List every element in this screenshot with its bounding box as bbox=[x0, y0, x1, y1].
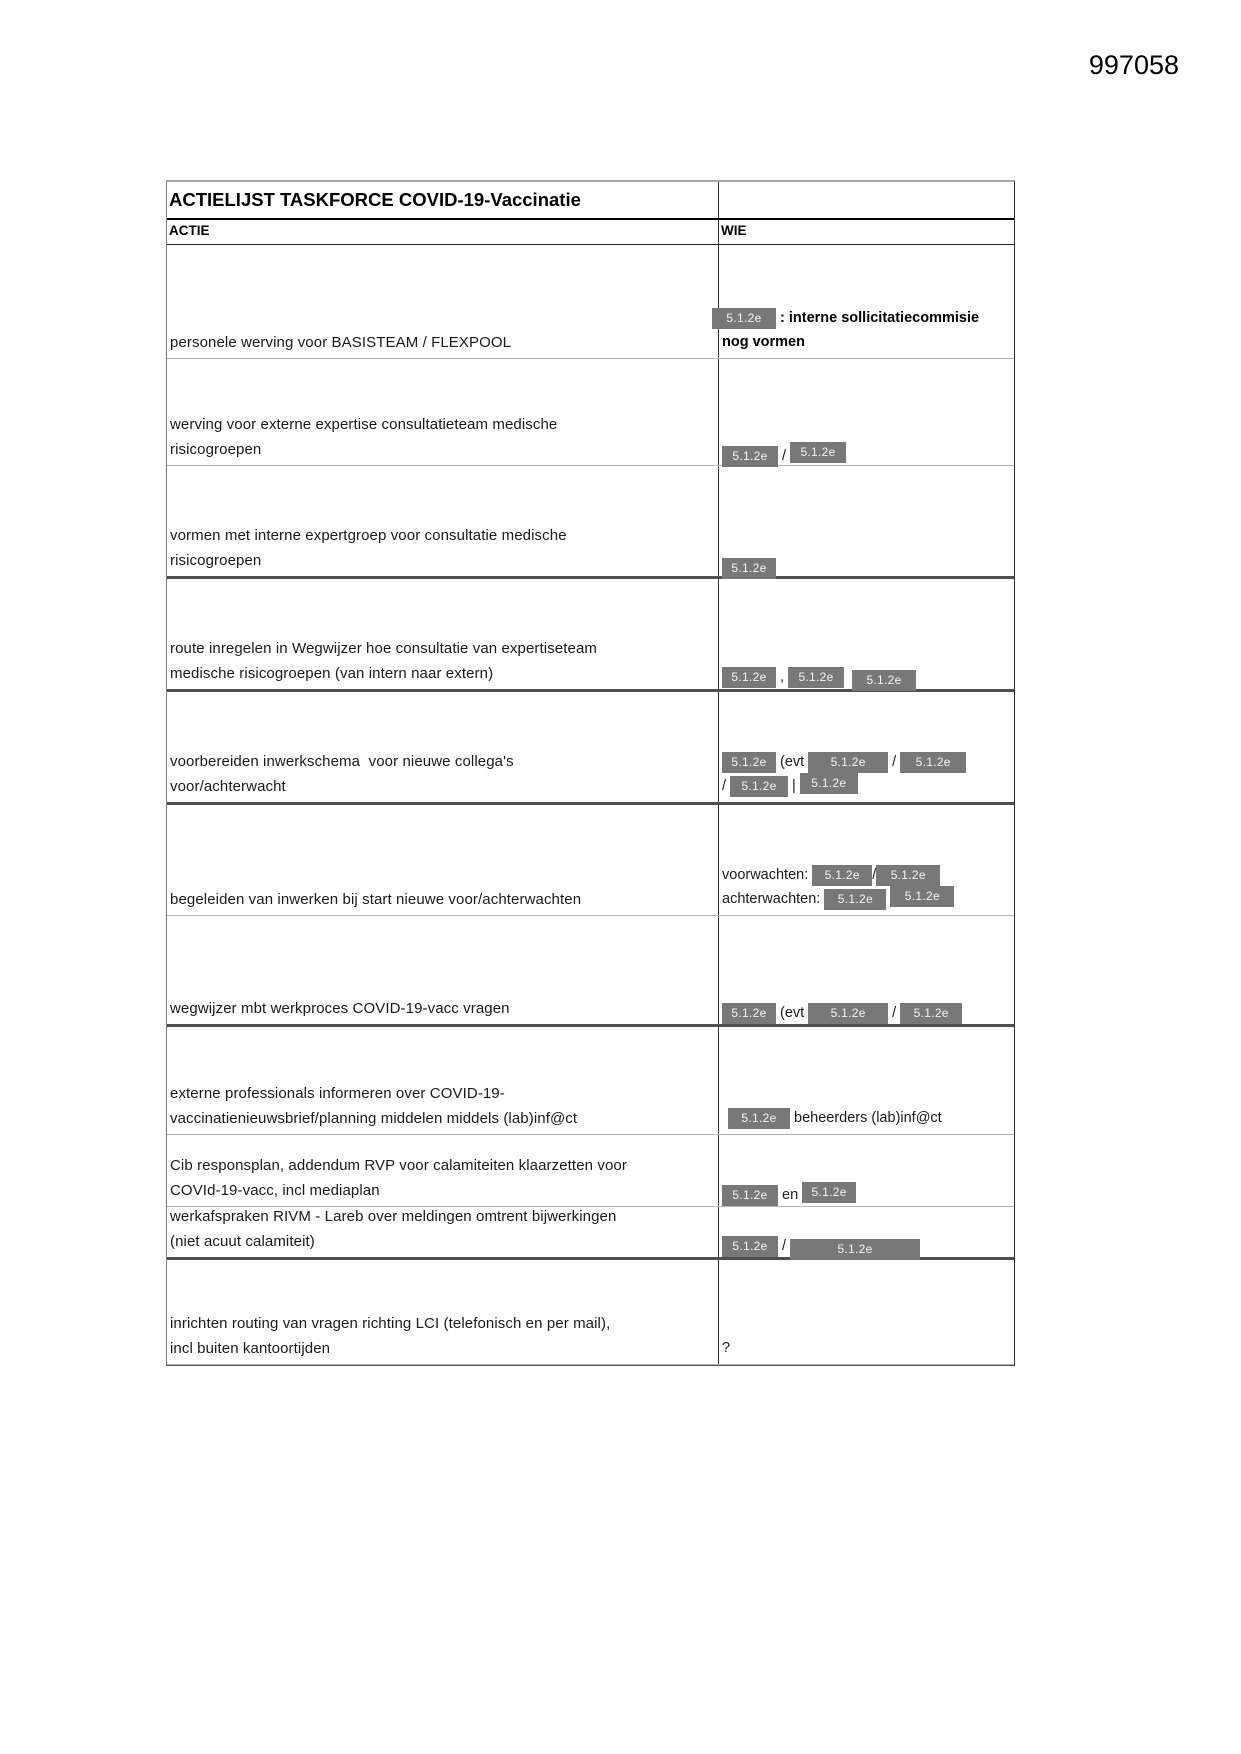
actie-cell bbox=[167, 1027, 718, 1134]
column-header-wie-cell bbox=[718, 220, 1014, 244]
wie-text-line bbox=[722, 1106, 1012, 1130]
table-row bbox=[167, 1260, 1014, 1365]
actie-cell bbox=[167, 692, 718, 802]
column-header-actie-cell bbox=[167, 220, 718, 244]
actie-text-line: route inregelen in Wegwijzer hoe consultatie van expertiseteam bbox=[170, 640, 597, 657]
table-row bbox=[167, 1207, 1014, 1260]
wie-text-line bbox=[722, 330, 1012, 354]
table-title: ACTIELIJST TASKFORCE COVID-19-Vaccinatie bbox=[169, 189, 581, 210]
redaction-box: 5.1.2e bbox=[812, 865, 872, 886]
wie-text-line bbox=[722, 665, 1012, 689]
actie-cell bbox=[167, 1260, 718, 1364]
wie-text-line bbox=[722, 774, 1012, 798]
wie-text: / bbox=[892, 1005, 897, 1021]
column-header-actie: ACTIE bbox=[169, 223, 210, 238]
wie-cell bbox=[718, 916, 1014, 1024]
actie-text-line: COVId-19-vacc, incl mediaplan bbox=[170, 1182, 380, 1199]
wie-text-line bbox=[722, 863, 1012, 887]
actie-text-line: vormen met interne expertgroep voor consultatie medische bbox=[170, 527, 567, 544]
redaction-box: 5.1.2e bbox=[852, 670, 916, 691]
wie-text-line bbox=[722, 444, 1012, 468]
table-row bbox=[167, 466, 1014, 579]
actie-text-line: voorbereiden inwerkschema voor nieuwe collega's bbox=[170, 753, 514, 770]
redaction-box: 5.1.2e bbox=[730, 776, 788, 797]
actie-text-line: risicogroepen bbox=[170, 552, 262, 569]
column-header-wie: WIE bbox=[721, 223, 747, 238]
actie-text-line: wegwijzer mbt werkproces COVID-19-vacc vragen bbox=[170, 1000, 510, 1017]
actielijst-table bbox=[166, 180, 1015, 1366]
actie-cell bbox=[167, 466, 718, 576]
actie-cell bbox=[167, 805, 718, 915]
actie-text-line: externe professionals informeren over COVID-19- bbox=[170, 1085, 505, 1102]
wie-text-line bbox=[722, 887, 1012, 911]
wie-text: (evt bbox=[780, 754, 805, 770]
wie-cell bbox=[718, 466, 1014, 576]
wie-text: | bbox=[792, 778, 796, 794]
wie-cell bbox=[718, 359, 1014, 465]
wie-cell bbox=[718, 1027, 1014, 1134]
actie-text-line: (niet acuut calamiteit) bbox=[170, 1233, 315, 1250]
wie-text: nog vormen bbox=[722, 334, 805, 350]
table-body bbox=[167, 245, 1014, 1365]
table-title-row bbox=[167, 182, 1014, 220]
redaction-box: 5.1.2e bbox=[808, 1003, 888, 1024]
wie-text: , bbox=[780, 669, 785, 685]
wie-text-line bbox=[722, 1234, 1012, 1258]
redaction-box: 5.1.2e bbox=[802, 1182, 856, 1203]
table-row bbox=[167, 579, 1014, 692]
actie-text-line: Cib responsplan, addendum RVP voor calamiteiten klaarzetten voor bbox=[170, 1157, 627, 1174]
wie-cell bbox=[718, 692, 1014, 802]
actie-text-line: werving voor externe expertise consultatieteam medische bbox=[170, 416, 558, 433]
wie-cell bbox=[718, 245, 1014, 358]
page-number: 997058 bbox=[1088, 50, 1179, 80]
actie-text-line: begeleiden van inwerken bij start nieuwe voor/achterwachten bbox=[170, 891, 582, 908]
redaction-box: 5.1.2e bbox=[800, 773, 858, 794]
actie-text-line: personele werving voor BASISTEAM / FLEXPOOL bbox=[170, 334, 512, 351]
redaction-box: 5.1.2e bbox=[722, 446, 778, 467]
table-row bbox=[167, 359, 1014, 466]
wie-cell bbox=[718, 1207, 1014, 1257]
wie-text: / bbox=[782, 448, 787, 464]
wie-text: achterwachten: bbox=[722, 891, 821, 907]
wie-text-line bbox=[722, 306, 1012, 330]
table-row bbox=[167, 1135, 1014, 1207]
wie-text: (evt bbox=[780, 1005, 805, 1021]
actie-text-line: werkafspraken RIVM - Lareb over meldingen omtrent bijwerkingen bbox=[170, 1208, 617, 1225]
table-row bbox=[167, 805, 1014, 916]
wie-text-line bbox=[722, 556, 1012, 580]
redaction-box: 5.1.2e bbox=[876, 865, 940, 886]
actie-text-line: incl buiten kantoortijden bbox=[170, 1340, 331, 1357]
actie-text-line: voor/achterwacht bbox=[170, 778, 286, 795]
wie-text: voorwachten: bbox=[722, 867, 809, 883]
actie-text-line: vaccinatienieuwsbrief/planning middelen middels (lab)inf@ct bbox=[170, 1110, 578, 1127]
actie-cell bbox=[167, 916, 718, 1024]
wie-text-line bbox=[722, 1183, 1012, 1207]
redaction-box: 5.1.2e bbox=[824, 889, 886, 910]
redaction-box: 5.1.2e bbox=[788, 667, 844, 688]
redaction-box: 5.1.2e bbox=[722, 558, 776, 579]
redaction-box: 5.1.2e bbox=[722, 1236, 778, 1257]
wie-cell bbox=[718, 805, 1014, 915]
actie-cell bbox=[167, 1207, 718, 1257]
table-title-empty-cell bbox=[718, 182, 1014, 218]
table-row bbox=[167, 1027, 1014, 1135]
wie-text-line bbox=[722, 750, 1012, 774]
redaction-box: 5.1.2e bbox=[900, 752, 966, 773]
redaction-box: 5.1.2e bbox=[790, 1239, 920, 1260]
redaction-box: 5.1.2e bbox=[722, 1003, 776, 1024]
redaction-box: 5.1.2e bbox=[722, 667, 776, 688]
actie-cell bbox=[167, 245, 718, 358]
wie-text: en bbox=[782, 1187, 799, 1203]
wie-cell bbox=[718, 1260, 1014, 1364]
redaction-box: 5.1.2e bbox=[728, 1108, 790, 1129]
actie-text-line: inrichten routing van vragen richting LCI (telefonisch en per mail), bbox=[170, 1315, 611, 1332]
redaction-box: 5.1.2e bbox=[790, 442, 846, 463]
redaction-box: 5.1.2e bbox=[808, 752, 888, 773]
wie-text: : interne sollicitatiecommisie bbox=[780, 310, 980, 326]
wie-text: beheerders (lab)inf@ct bbox=[794, 1110, 942, 1126]
table-row bbox=[167, 245, 1014, 359]
table-header-row bbox=[167, 220, 1014, 245]
redaction-box: 5.1.2e bbox=[722, 1185, 778, 1206]
table-row bbox=[167, 692, 1014, 805]
wie-text-line bbox=[722, 1336, 1012, 1360]
redaction-box: 5.1.2e bbox=[900, 1003, 962, 1024]
wie-text: / bbox=[782, 1238, 787, 1254]
table-title-cell bbox=[167, 182, 718, 218]
wie-cell bbox=[718, 579, 1014, 689]
wie-text: / bbox=[892, 754, 897, 770]
actie-text-line: risicogroepen bbox=[170, 441, 262, 458]
actie-cell bbox=[167, 579, 718, 689]
wie-text: / bbox=[722, 778, 727, 794]
wie-text: ? bbox=[722, 1340, 731, 1356]
actie-cell bbox=[167, 1135, 718, 1206]
actie-cell bbox=[167, 359, 718, 465]
redaction-box: 5.1.2e bbox=[712, 308, 776, 329]
redaction-box: 5.1.2e bbox=[722, 752, 776, 773]
actie-text-line: medische risicogroepen (van intern naar extern) bbox=[170, 665, 494, 682]
wie-cell bbox=[718, 1135, 1014, 1206]
redaction-box: 5.1.2e bbox=[890, 886, 954, 907]
table-row bbox=[167, 916, 1014, 1027]
wie-text: / bbox=[872, 867, 877, 883]
wie-text-line bbox=[722, 1001, 1012, 1025]
